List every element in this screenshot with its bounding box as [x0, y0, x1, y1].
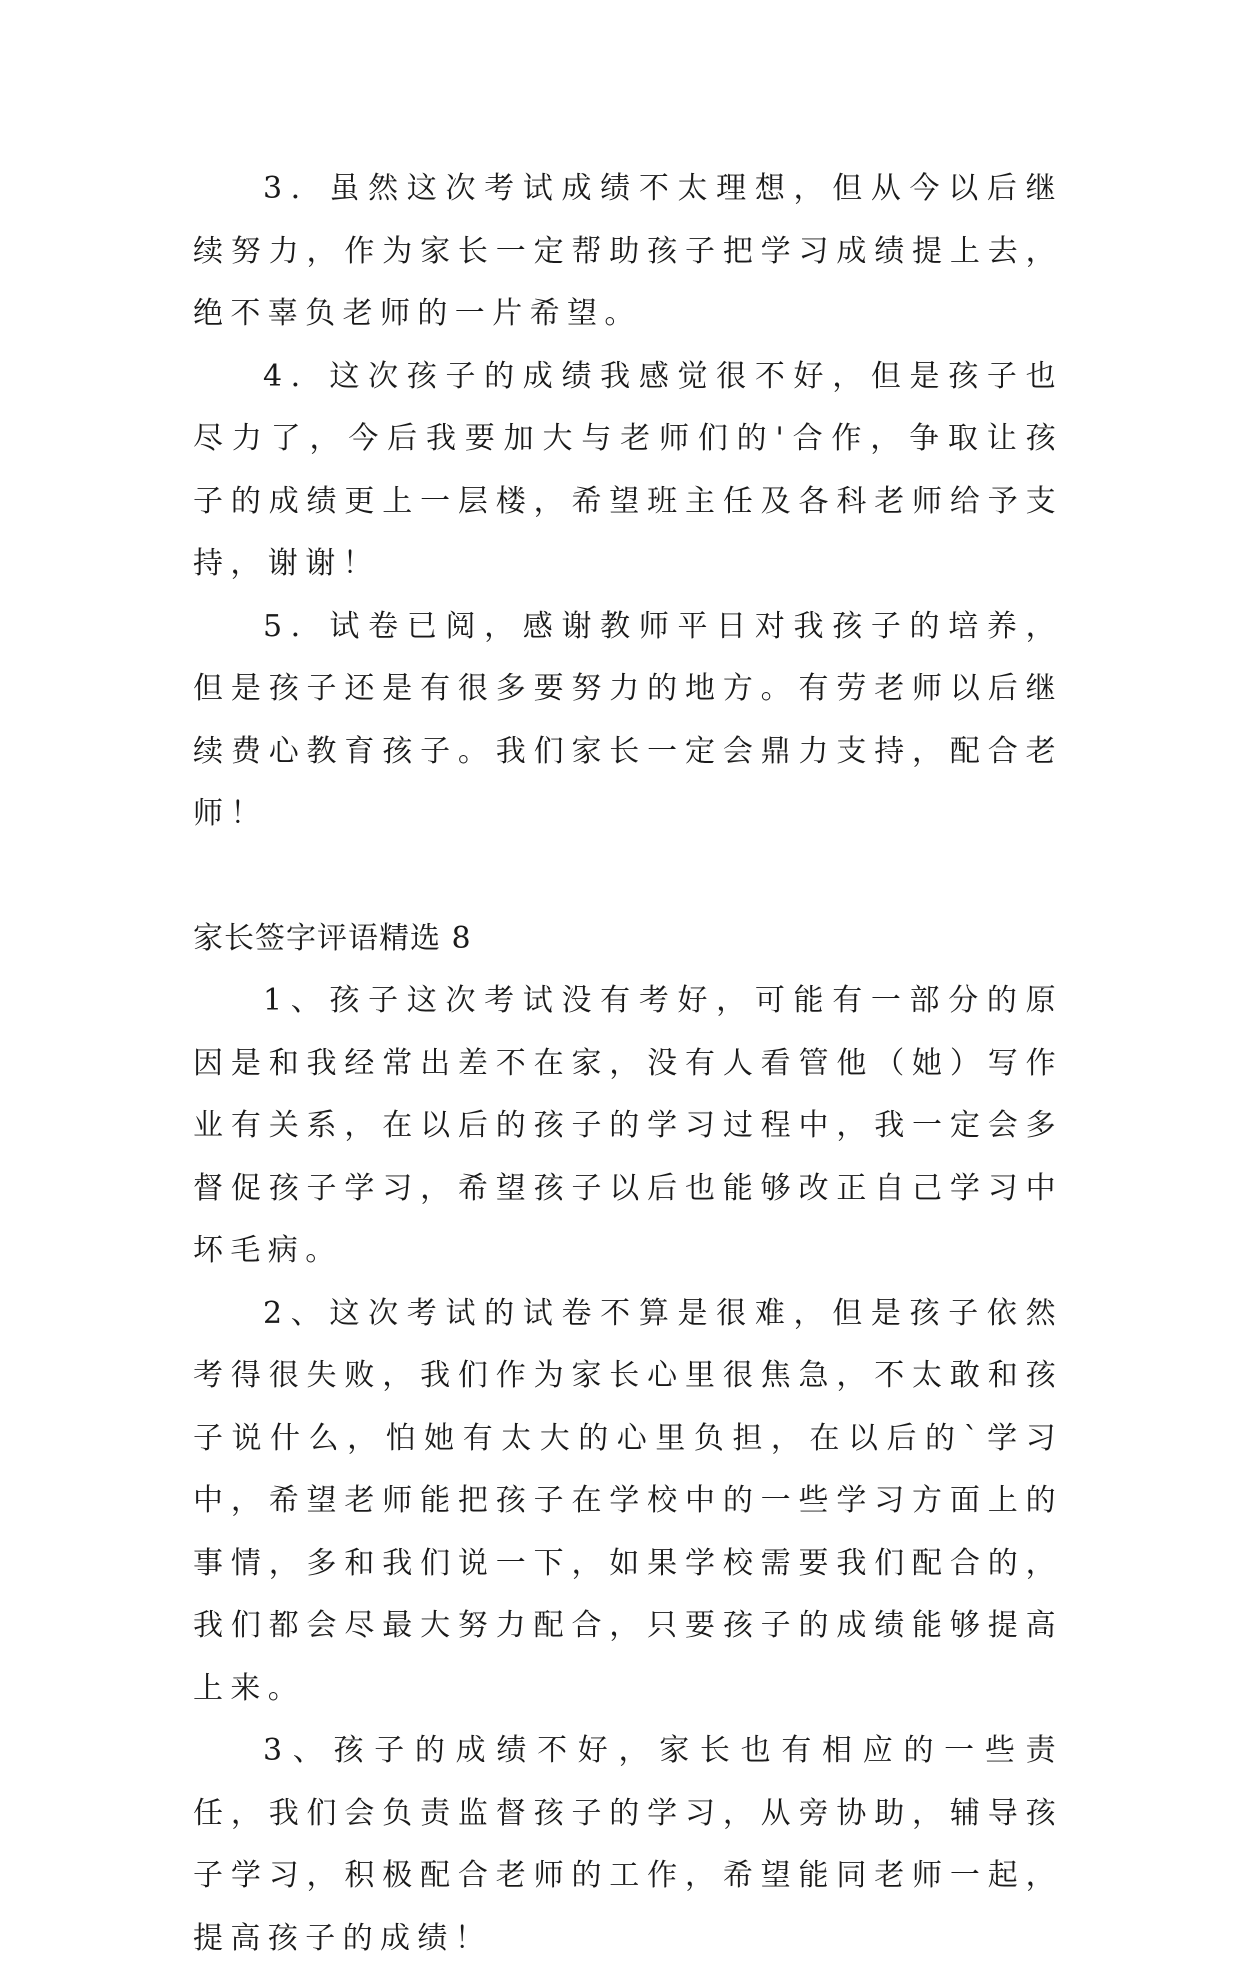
paragraph-item-4: 4．这次孩子的成绩我感觉很不好，但是孩子也尽力了，今后我要加大与老师们的'合作，争取让孩子的成绩更上一层楼，希望班主任及各科老师给予支持，谢谢！ — [193, 358, 1063, 581]
paragraph-item-5: 5．试卷已阅，感谢教师平日对我孩子的培养，但是孩子还是有很多要努力的地方。有劳老师以后继续费心教育孩子。我们家长一定会鼎力支持，配合老师！ — [193, 608, 1063, 831]
paragraph-item-1: 1、孩子这次考试没有考好，可能有一部分的原因是和我经常出差不在家，没有人看管他（她）写作业有关系，在以后的孩子的学习过程中，我一定会多督促孩子学习，希望孩子以后也能够改正自己学习中坏毛病。 — [193, 983, 1063, 1268]
paragraph-item-3b: 3、孩子的成绩不好，家长也有相应的一些责任，我们会负责监督孩子的学习，从旁协助，辅导孩子学习，积极配合老师的工作，希望能同老师一起，提高孩子的成绩！ — [193, 1733, 1063, 1956]
document-body — [193, 158, 1063, 1970]
paragraph-item-2: 2、这次考试的试卷不算是很难，但是孩子依然考得很失败，我们作为家长心里很焦急，不太敢和孩子说什么，怕她有太大的心里负担，在以后的`学习中，希望老师能把孩子在学校中的一些学习方面上的事情，多和我们说一下，如果学校需要我们配合的，我们都会尽最大努力配合，只要孩子的成绩能够提高上来。 — [193, 1295, 1063, 1706]
paragraph-item-3: 3．虽然这次考试成绩不太理想，但从今以后继续努力，作为家长一定帮助孩子把学习成绩提上去，绝不辜负老师的一片希望。 — [193, 171, 1063, 331]
section-heading: 家长签字评语精选 8 — [193, 920, 472, 956]
section-spacer — [193, 846, 1063, 908]
